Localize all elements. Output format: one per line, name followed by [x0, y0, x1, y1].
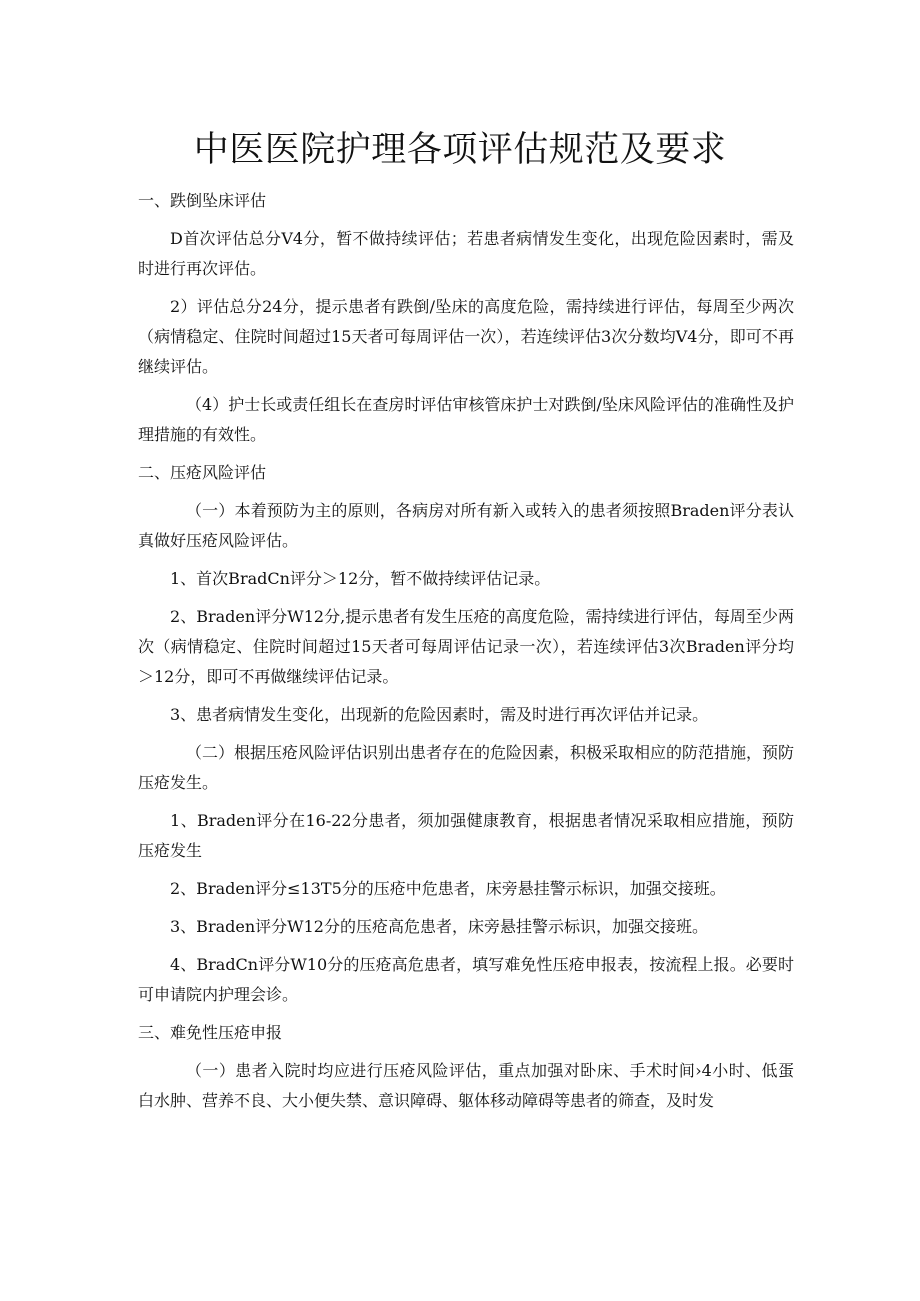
section-heading-pressure-sore: 二、压疮风险评估: [138, 463, 267, 482]
paragraph: D首次评估总分V4分，暂不做持续评估；若患者病情发生变化，出现危险因素时，需及时进行再次评估。: [138, 229, 794, 278]
paragraph: 2）评估总分24分，提示患者有跌倒/坠床的高度危险，需持续进行评估，每周至少两次（病情稳定、住院时间超过15天者可每周评估一次），若连续评估3次分数均V4分，即可不再继续评估。: [138, 297, 794, 376]
paragraph: 2、Braden评分≤13T5分的压疮中危患者，床旁悬挂警示标识，加强交接班。: [170, 879, 726, 898]
paragraph: 1、首次BradCn评分＞12分，暂不做持续评估记录。: [170, 569, 551, 588]
paragraph: 1、Braden评分在16-22分患者，须加强健康教育，根据患者情况采取相应措施，预防压疮发生: [138, 811, 794, 860]
section-heading-fall-assessment: 一、跌倒坠床评估: [138, 191, 267, 210]
paragraph: （一）本着预防为主的原则，各病房对所有新入或转入的患者须按照Braden评分表认真做好压疮风险评估。: [138, 501, 794, 550]
paragraph: 2、Braden评分W12分,提示患者有发生压疮的高度危险，需持续进行评估，每周至少两次（病情稳定、住院时间超过15天者可每周评估记录一次），若连续评估3次Braden评分均＞12分，即可不再做继续评估记录。: [138, 607, 794, 686]
paragraph: 3、患者病情发生变化，出现新的危险因素时，需及时进行再次评估并记录。: [170, 705, 709, 724]
paragraph: （4）护士长或责任组长在查房时评估审核管床护士对跌倒/坠床风险评估的准确性及护理措施的有效性。: [138, 395, 794, 444]
section-heading-unavoidable-sore: 三、难免性压疮申报: [138, 1023, 283, 1042]
paragraph: （一）患者入院时均应进行压疮风险评估，重点加强对卧床、手术时间›4小时、低蛋白水肿、营养不良、大小便失禁、意识障碍、躯体移动障碍等患者的筛查，及时发: [138, 1061, 794, 1110]
document-title: 中医医院护理各项评估规范及要求: [193, 130, 727, 170]
paragraph: （二）根据压疮风险评估识别出患者存在的危险因素，积极采取相应的防范措施，预防压疮发生。: [138, 743, 795, 792]
paragraph: 4、BradCn评分W10分的压疮高危患者，填写难免性压疮申报表，按流程上报。必要时可申请院内护理会诊。: [138, 955, 794, 1004]
document-body: [138, 186, 794, 1116]
paragraph: 3、Braden评分W12分的压疮高危患者，床旁悬挂警示标识，加强交接班。: [170, 917, 708, 936]
